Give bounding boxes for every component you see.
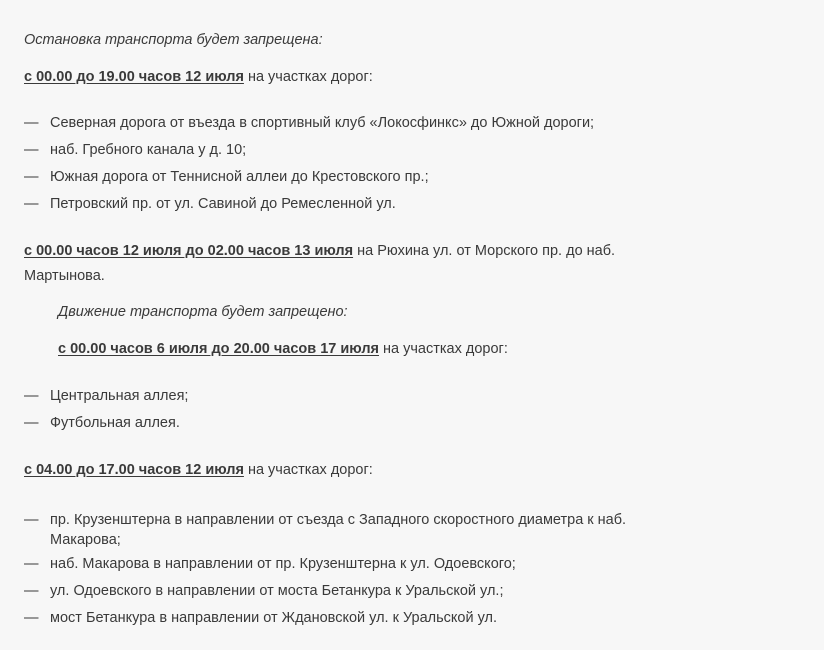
dash-marker: — (24, 556, 39, 572)
list-item-text: пр. Крузенштерна в направлении от съезда с Западного скоростного диаметра к наб. Макарова; (50, 512, 627, 548)
list-item-text: Южная дорога от Теннисной аллеи до Крестовского пр.; (50, 169, 429, 185)
time-range-1: с 00.00 до 19.00 часов 12 июля (24, 69, 244, 85)
movement-heading: Движение транспорта будет запрещено: (58, 304, 348, 320)
dash-marker: — (24, 115, 39, 131)
paragraph-1-rest: на участках дорог: (243, 69, 373, 85)
dash-marker: — (24, 610, 39, 626)
paragraph-3 (58, 339, 508, 359)
paragraph-2-continuation: Мартынова. (24, 268, 105, 284)
dash-marker: — (24, 415, 39, 431)
list-item-text: ул. Одоевского в направлении от моста Бетанкура к Уральской ул.; (50, 583, 504, 599)
list-item-text: Центральная аллея; (50, 388, 189, 404)
list-item-text: Северная дорога от въезда в спортивный клуб «Локосфинкс» до Южной дороги; (50, 115, 595, 131)
time-range-2: с 00.00 часов 12 июля до 02.00 часов 13 июля (24, 243, 354, 259)
list-item-text: мост Бетанкура в направлении от Ждановской ул. к Уральской ул. (50, 610, 498, 626)
paragraph-4-rest: на участках дорог: (243, 462, 373, 478)
list-item-text: Футбольная аллея. (50, 415, 180, 431)
time-range-4: с 04.00 до 17.00 часов 12 июля (24, 462, 244, 478)
time-range-3: с 00.00 часов 6 июля до 20.00 часов 17 июля (58, 341, 379, 357)
list-item-text: Петровский пр. от ул. Савиной до Ремесленной ул. (50, 196, 396, 212)
list-item-text: наб. Макарова в направлении от пр. Крузенштерна к ул. Одоевского; (50, 556, 516, 572)
paragraph-2 (24, 241, 804, 261)
stop-heading: Остановка транспорта будет запрещена: (24, 32, 323, 48)
paragraph-1 (24, 67, 373, 87)
paragraph-4 (24, 460, 373, 480)
dash-marker: — (24, 512, 39, 528)
dash-marker: — (24, 583, 39, 599)
dash-marker: — (24, 169, 39, 185)
dash-marker: — (24, 196, 39, 212)
list-item-text: наб. Гребного канала у д. 10; (50, 142, 247, 158)
paragraph-3-rest: на участках дорог: (379, 341, 508, 357)
paragraph-2-rest: на Рюхина ул. от Морского пр. до наб. (353, 243, 616, 259)
dash-marker: — (24, 142, 39, 158)
dash-marker: — (24, 388, 39, 404)
